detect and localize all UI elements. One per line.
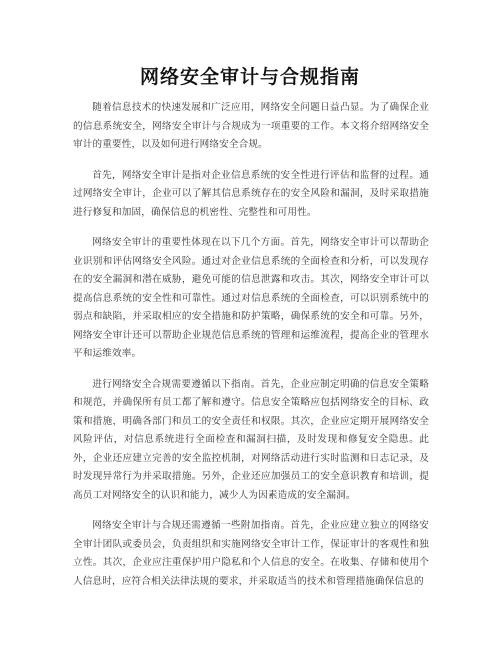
paragraph-compliance-guidelines: 进行网络安全合规需要遵循以下指南。首先，企业应制定明确的信息安全策略和规范，并确保所有员工都了解和遵守。信息安全策略应包括网络安全的目标、政策和措施，明确各部门和员工的安全责任和权限。其次，企业应定期开展网络安全风险评估，对信息系统进行全面检查和漏洞扫描，及时发现和修复安全隐患。此外，企业还应建立完善的安全监控机制，对网络活动进行实时监测和日志记录，及时发现异常行为并采取措施。另外，企业还应加强员工的安全意识教育和培训，提高员工对网络安全的认识和能力，减少人为因素造成的安全漏洞。	[73, 378, 429, 501]
document-title: 网络安全审计与合规指南	[139, 66, 360, 88]
paragraph-audit-importance: 网络安全审计的重要性体现在以下几个方面。首先，网络安全审计可以帮助企业识别和评估网络安全风险。通过对企业信息系统的全面检查和分析，可以发现存在的安全漏洞和潜在威胁，避免可能的信息泄露和攻击。其次，网络安全审计可以提高信息系统的安全性和可靠性。通过对信息系统的全面检查，可以识别系统中的弱点和缺陷，并采取相应的安全措施和防护策略，确保系统的安全和可靠。另外，网络安全审计还可以帮助企业规范信息系统的管理和运维流程，提高企业的管理水平和运维效率。	[73, 237, 429, 359]
paragraph-audit-definition: 首先，网络安全审计是指对企业信息系统的安全性进行评估和监督的过程。通过网络安全审计，企业可以了解其信息系统存在的安全风险和漏洞，及时采取措施进行修复和加固，确保信息的机密性、完整性和可用性。	[73, 169, 429, 218]
paragraph-additional-guidelines: 网络安全审计与合规还需遵循一些附加指南。首先，企业应建立独立的网络安全审计团队或委员会，负责组织和实施网络安全审计工作，保证审计的客观性和独立性。其次，企业应注重保护用户隐私和个人信息的安全。在收集、存储和使用个人信息时，应符合相关法律法规的要求，并采取适当的技术和管理措施确保信息的	[73, 520, 429, 587]
document-body	[73, 99, 429, 603]
paragraph-intro: 随着信息技术的快速发展和广泛应用，网络安全问题日益凸显。为了确保企业的信息系统安全，网络安全审计与合规成为一项重要的工作。本文将介绍网络安全审计的重要性，以及如何进行网络安全合规。	[73, 102, 429, 150]
